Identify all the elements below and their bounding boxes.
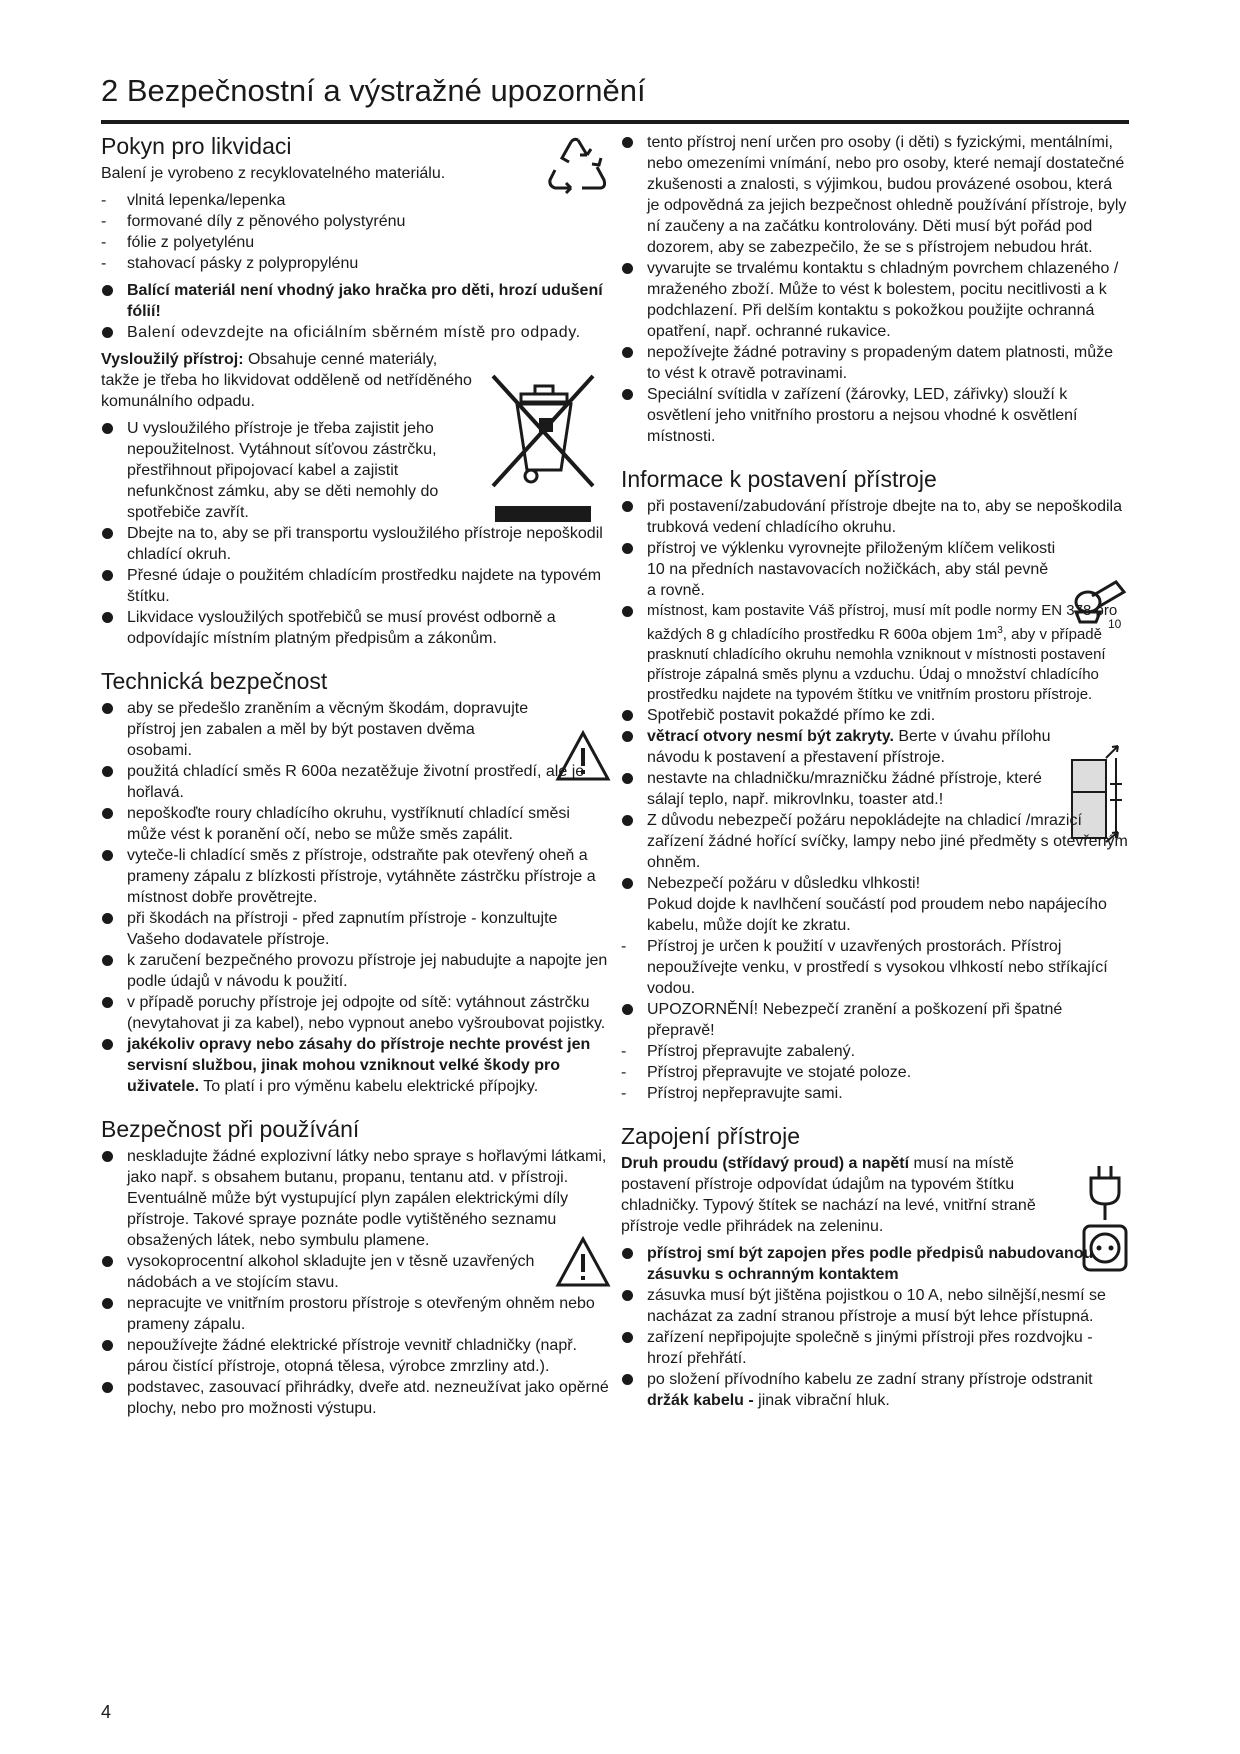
old-appliance-bullets xyxy=(101,418,609,649)
general-bullets xyxy=(621,132,1129,447)
list-item: při škodách na přístroji - před zapnutím přístroje - konzultujte Vašeho dodavatele přístroje. xyxy=(101,908,609,950)
list-item: Balící materiál není vhodný jako hračka pro děti, hrozí udušení fólií! xyxy=(101,280,609,322)
placement-heading: Informace k postavení přístroje xyxy=(621,466,937,492)
cable-bold: držák kabelu - xyxy=(647,1392,754,1409)
list-item: UPOZORNĚNÍ! Nebezpečí zranění a poškození při špatné přepravě! xyxy=(621,999,1129,1041)
list-item: k zaručení bezpečného provozu přístroje jej nabudujte a napojte jen podle údajů v návodu k použití. xyxy=(101,950,609,992)
page-title: 2 Bezpečnostní a výstražné upozornění xyxy=(101,73,646,108)
old-appliance-body: Obsahuje cenné materiály, takže je třeba ho likvidovat odděleně od netříděného komunálního odpadu. xyxy=(101,351,472,410)
list-item: tento přístroj není určen pro osoby (i děti) s fyzickými, mentálními, nebo omezeními vnímání, nebo pro osoby, které nemají dostatečné zkušenosti a znalosti, s výjimkou, budou provázené osobou, která je odpovědná za jejich bezpečnost ohledně používání přístroje, byly ní zaučeny a na začátku kontrolovány. Děti musí být pořád pod dozorem, aby se zabezpečilo, že se s přístrojem nebudou hrát. xyxy=(621,132,1129,258)
repairs-bold: jakékoliv opravy nebo zásahy do přístroje nechte provést jen servisní službou, jinak mohou vzniknout velké škody pro uživatele. xyxy=(127,1036,591,1095)
list-item: Balení odevzdejte na oficiálním sběrném místě pro odpady. xyxy=(101,322,609,343)
connection-intro-bold: Druh proudu (střídavý proud) a napětí xyxy=(621,1155,910,1172)
list-item: zařízení nepřipojujte společně s jinými přístroji přes rozdvojku - hrozí přehřátí. xyxy=(621,1327,1129,1369)
list-item: neskladujte žádné explozivní látky nebo spraye s hořlavými látkami, jako např. s obsahem butanu, propanu, tentanu atd. v přístroji. Eventuálně může být vystupující plyn zapálen elektrickými díly přístroje. Takové spraye poznáte podle vytištěného seznamu obsažených látek, nebo symbulu plamene. xyxy=(101,1146,609,1251)
left-column xyxy=(101,132,609,1437)
room-text-pre: místnost, kam postavite Váš přístroj, musí mít podle normy EN 378 pro každých 8 g chladícího prostředku R 600a objem 1m xyxy=(647,602,1118,643)
list-item: Dbejte na to, aby se při transportu vysloužilého přístroje nepoškodil chladící okruh. xyxy=(101,523,609,565)
list-item: při postavení/zabudování přístroje dbejte na to, aby se nepoškodila trubková vedení chladícího okruhu. xyxy=(621,496,1129,538)
list-item: - Přístroj přepravujte zabalený. xyxy=(621,1041,1129,1062)
list-item: Likvidace vysloužilých spotřebičů se musí provést odborně a odpovídajíc místním platným předpisům a zákonům. xyxy=(101,607,609,649)
list-item: přístroj ve výklenku vyrovnejte přiloženým klíčem velikosti 10 na předních nastavovacích nožičkách, aby stál pevně a rovně. xyxy=(621,538,1059,601)
placement-bullets xyxy=(621,496,1129,1104)
list-item: nepracujte ve vnitřním prostoru přístroje s otevřeným ohněm nebo prameny zápalu. xyxy=(101,1293,609,1335)
disposal-heading: Pokyn pro likvidaci xyxy=(101,133,292,159)
list-item: Speciální svítidla v zařízení (žárovky, LED, zářivky) slouží k osvětlení jeho vnitřního prostoru a nejsou vhodné k osvětlení místnosti. xyxy=(621,384,1129,447)
disposal-intro: Balení je vyrobeno z recyklovatelného materiálu. xyxy=(101,165,446,182)
list-item: zásuvka musí být jištěna pojistkou o 10 A, nebo silnější,nesmí se nacházat za zadní stranou přístroje a musí být lehce přístupná. xyxy=(621,1285,1129,1327)
list-item: - vlnitá lepenka/lepenka xyxy=(101,190,609,211)
list-item: v případě poruchy přístroje jej odpojte od sítě: vytáhnout zástrčku (nevytahovat ji za kabel), nebo vypnout anebo vyšroubovat pojistky. xyxy=(101,992,609,1034)
list-item: přístroj smí být zapojen přes podle předpisů nabudovanou zásuvku s ochranným kontaktem xyxy=(621,1243,1129,1285)
vent-bold: větrací otvory nesmí být zakryty. xyxy=(647,728,894,745)
repairs-rest: To platí i pro výměnu kabelu elektrické přípojky. xyxy=(199,1078,539,1095)
list-item: podstavec, zasouvací přihrádky, dveře atd. nezneužívat jako opěrné plochy, nebo pro možnosti výstupu. xyxy=(101,1377,609,1419)
cable-pre: po složení přívodního kabelu ze zadní strany přístroje odstranit xyxy=(647,1371,1093,1388)
list-item: nepožívejte žádné potraviny s propadeným datem platnosti, může to vést k otravě potravinami. xyxy=(621,342,1129,384)
list-item: - Přístroj přepravujte ve stojaté poloze. xyxy=(621,1062,1129,1083)
connection-heading: Zapojení přístroje xyxy=(621,1123,800,1149)
list-item: použitá chladící směs R 600a nezatěžuje životní prostředí, ale je hořlavá. xyxy=(101,761,609,803)
svg-text:10: 10 xyxy=(1108,617,1122,631)
old-appliance-text xyxy=(101,349,479,412)
list-item: vyteče-li chladící směs z přístroje, odstraňte pak otevřený oheň a prameny zápalu z blízkosti přístroje, vytáhněte zástrčku přístroje a místnost dobře provětrejte. xyxy=(101,845,609,908)
list-item xyxy=(621,601,1129,705)
list-item: - fólie z polyetylénu xyxy=(101,232,609,253)
list-item xyxy=(621,1369,1129,1411)
room-text-sup: 3 xyxy=(997,625,1003,636)
list-item: - stahovací pásky z polypropylénu xyxy=(101,253,609,274)
room-text-post: , aby v případě prasknutí chladícího okruhu nemohla vzniknout v místnosti postavení přístroje zápalná směs plynu a vzduchu. Údaj o množství chladícího prostředku najdete na typovém štítku ve vnitřním prostoru přístroje. xyxy=(647,626,1106,703)
connection-section xyxy=(621,1122,1129,1411)
list-item: Z důvodu nebezpečí požáru nepokládejte na chladicí /mrazicí zařízení žádné hořící svíčky, lampy nebo jiné předměty s otevřeným ohněm. xyxy=(621,810,1129,873)
right-column xyxy=(621,132,1129,1429)
page-header xyxy=(101,70,1129,124)
list-item: nepoškoďte roury chladícího okruhu, vystříknutí chladící směsi může vést k poranění očí, nebo se může směs zapálit. xyxy=(101,803,609,845)
list-item: Pokud dojde k navlhčení součástí pod proudem nebo napájecího kabelu, může dojít ke zkratu. xyxy=(647,896,1107,934)
usage-bullets xyxy=(101,1146,609,1419)
list-item: Nebezpečí požáru v důsledku vlhkosti! xyxy=(621,873,1129,894)
list-item xyxy=(621,726,1059,768)
disposal-bullets xyxy=(101,280,609,343)
vent-rest: Berte v úvahu přílohu návodu k postavení a přestavení přístroje. xyxy=(647,728,1051,766)
general-safety-section xyxy=(621,132,1129,447)
technical-safety-section xyxy=(101,667,609,1097)
old-appliance-label: Vysloužilý přístroj: xyxy=(101,351,244,368)
list-item: - formované díly z pěnového polystyrénu xyxy=(101,211,609,232)
list-item: U vysloužilého přístroje je třeba zajistit jeho nepoužitelnost. Vytáhnout síťovou zástrčku, přestřihnout připojovací kabel a zajistit nefunkčnost zámku, aby se děti nemohly do spotřebiče zavřít. xyxy=(101,418,484,523)
list-item: Přesné údaje o použitém chladícím prostředku najdete na typovém štítku. xyxy=(101,565,609,607)
technical-bullets xyxy=(101,698,609,1097)
usage-heading: Bezpečnost při používání xyxy=(101,1116,360,1142)
usage-safety-section xyxy=(101,1115,609,1419)
page-number: 4 xyxy=(101,1702,112,1722)
list-item xyxy=(101,1034,609,1097)
disposal-section xyxy=(101,132,609,649)
list-item: nepoužívejte žádné elektrické přístroje vevnitř chladničky (např. párou čistící přístroje, otopná tělesa, výrobce zmrzliny atd.). xyxy=(101,1335,609,1377)
connection-bullets xyxy=(621,1243,1129,1411)
list-item: Spotřebič postavit pokaždé přímo ke zdi. xyxy=(621,705,1059,726)
cable-post: jinak vibrační hluk. xyxy=(753,1392,890,1409)
list-item: - Přístroj nepřepravujte sami. xyxy=(621,1083,1129,1104)
placement-section xyxy=(621,465,1129,1104)
materials-list xyxy=(101,190,609,274)
connection-intro xyxy=(621,1153,1065,1237)
list-item: nestavte na chladničku/mrazničku žádné přístroje, které sálají teplo, např. mikrovlnku, toaster atd.! xyxy=(621,768,1059,810)
connection-intro-rest: musí na místě postavení přístroje odpovídat údajům na typovém štítku chladničky. Typový štítek se nachází na levé, vnitřní straně přístroje vedle přihrádek na zeleninu. xyxy=(621,1155,1036,1235)
list-item: vysokoprocentní alkohol skladujte jen v těsně uzavřených nádobách a ve stojícím stavu. xyxy=(101,1251,609,1293)
list-item: vyvarujte se trvalému kontaktu s chladným povrchem chlazeného / mraženého zboží. Může to vést k bolestem, pocitu necitlivosti a k podchlazení. Při delším kontaktu s pokožkou použijte ochranná opatření, např. ochranné rukavice. xyxy=(621,258,1129,342)
list-item: aby se předešlo zraněním a věcným škodám, dopravujte přístroj jen zabalen a měl by být postaven dvěma osobami. xyxy=(101,698,539,761)
list-item: - Přístroj je určen k použití v uzavřených prostorách. Přístroj nepoužívejte venku, v prostředí s vysokou vlhkostí nebo stříkající vodou. xyxy=(621,936,1129,999)
technical-heading: Technická bezpečnost xyxy=(101,668,328,694)
